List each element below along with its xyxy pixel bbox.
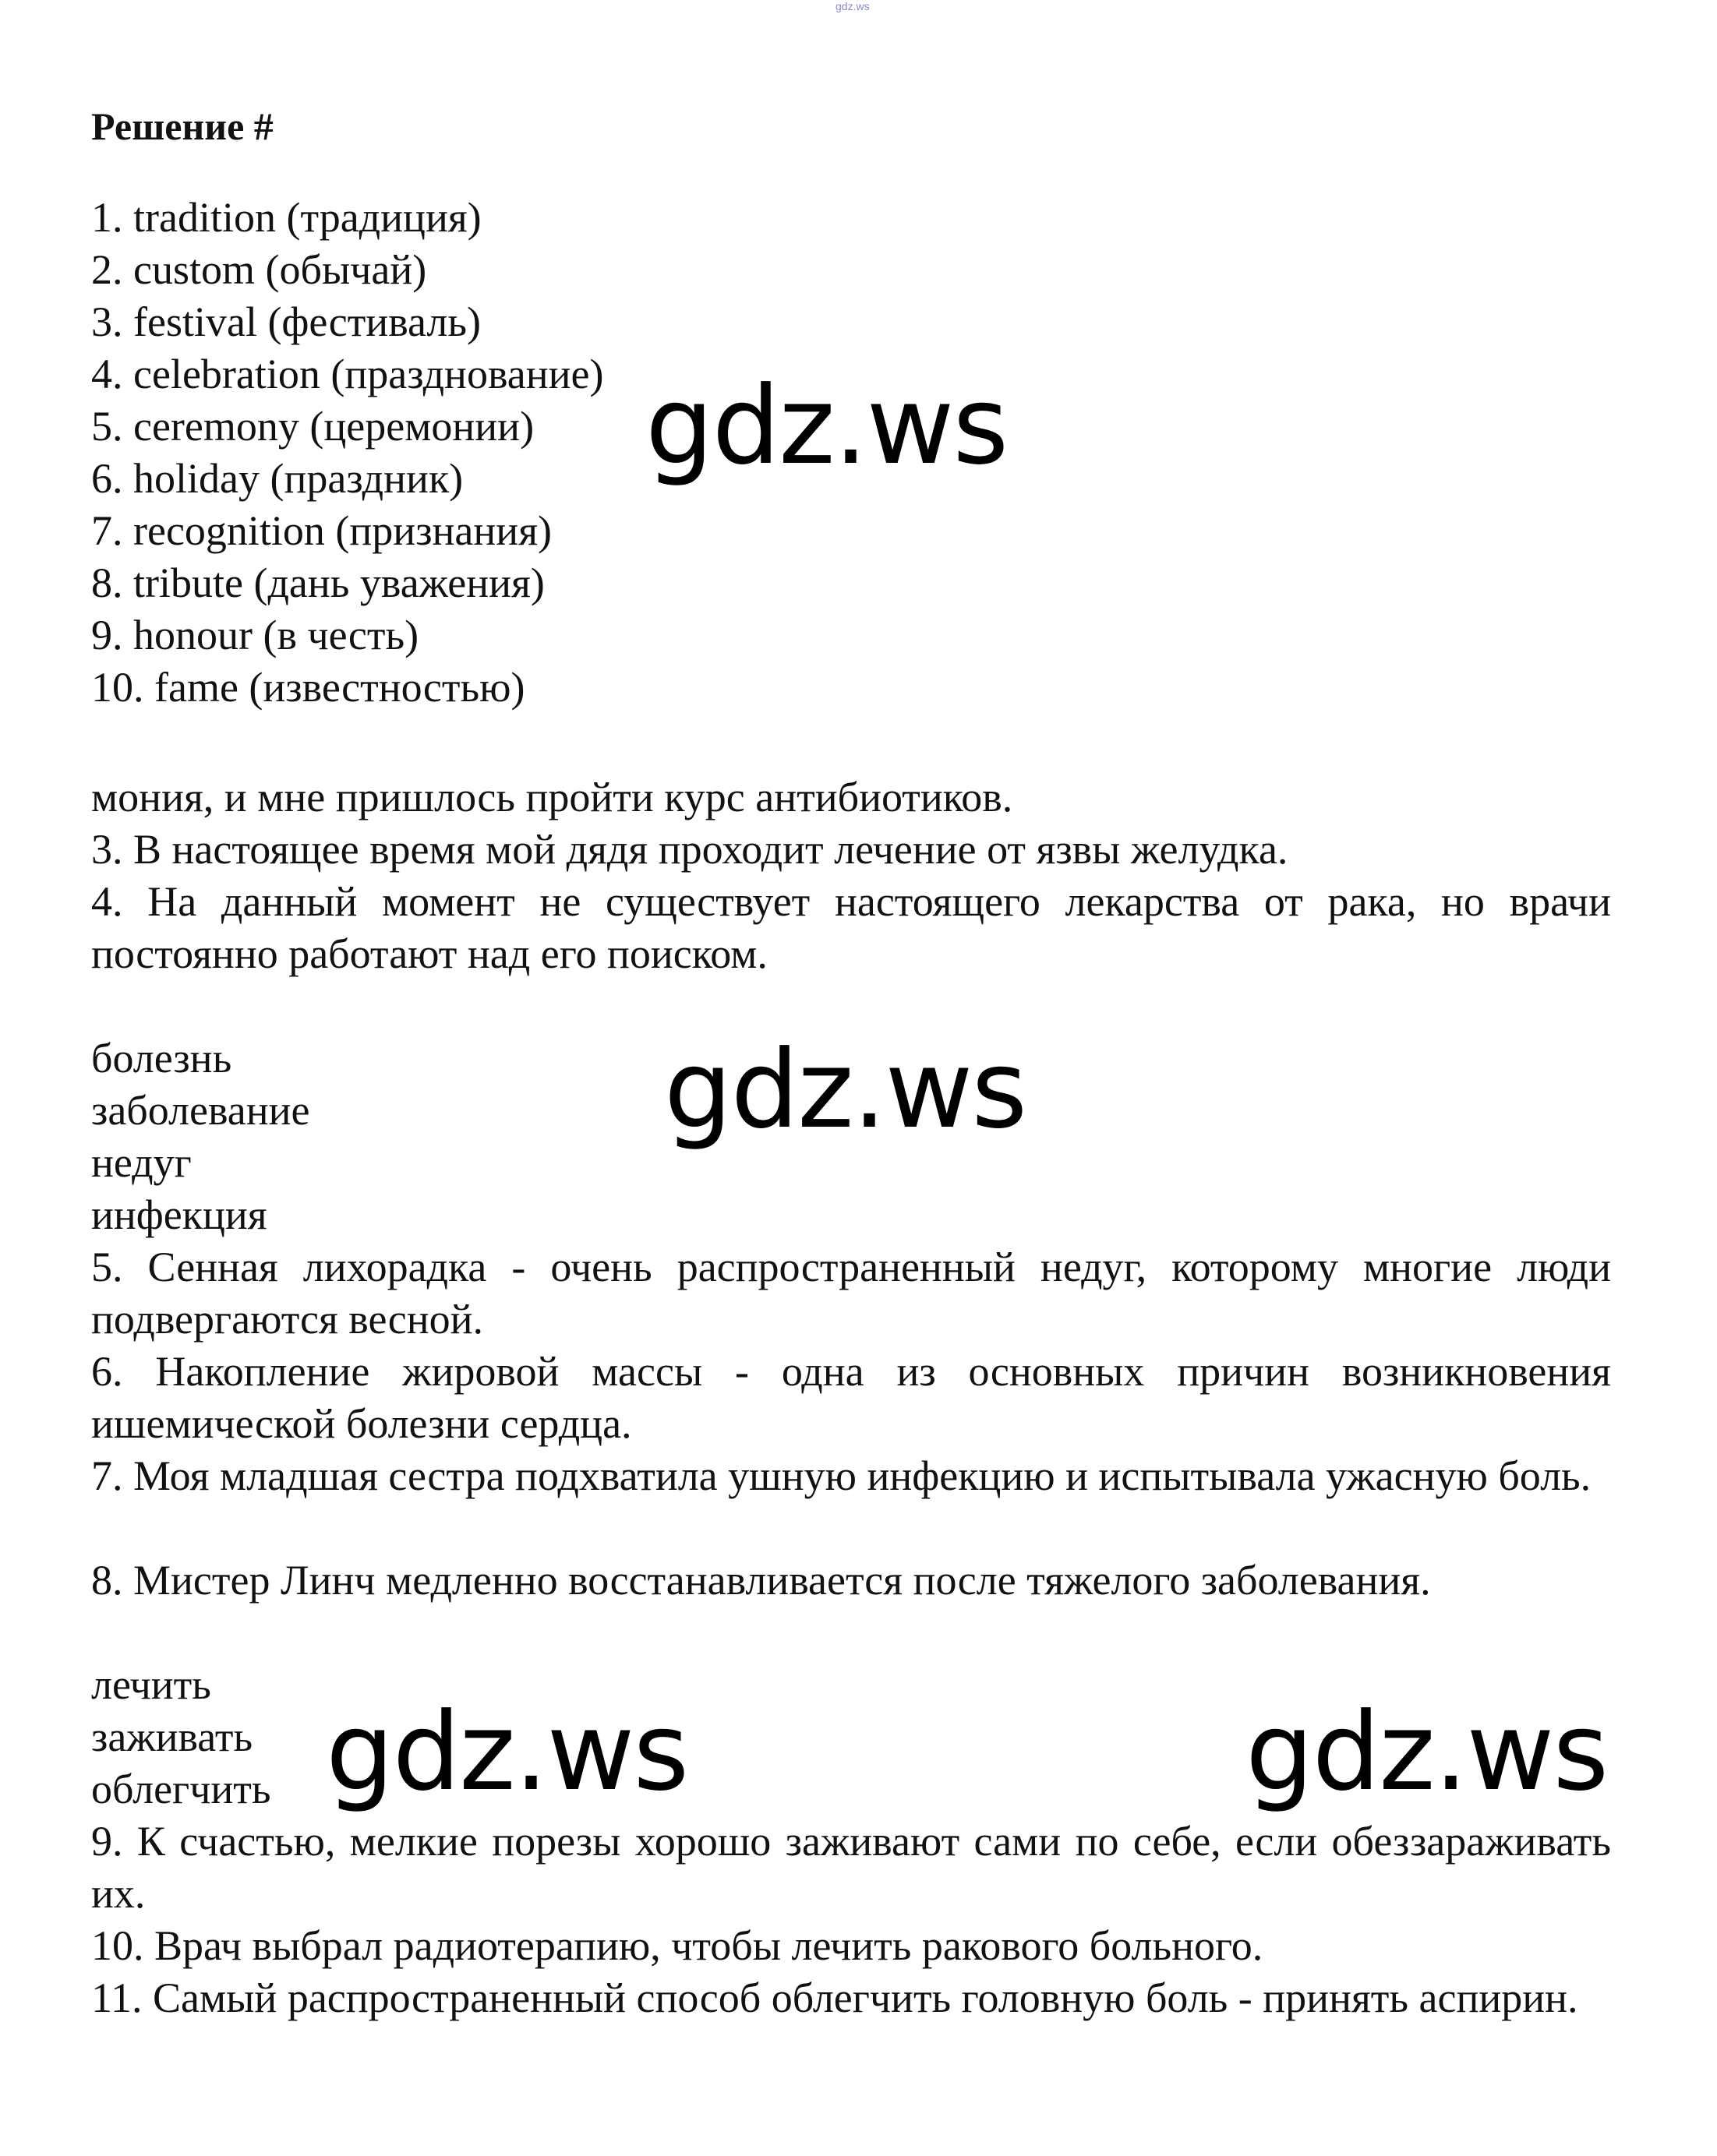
top-watermark: gdz.ws [836, 0, 870, 12]
list-item: 6. holiday (праздник) [91, 455, 464, 502]
vocab-word: болезнь [91, 1035, 232, 1082]
vocab-word: недуг [91, 1139, 192, 1186]
list-item: 3. festival (фестиваль) [91, 298, 481, 345]
sentence-11: 11. Самый распространенный способ облегчить головную боль - принять аспирин. [91, 1974, 1578, 2021]
list-item: 8. tribute (дань уважения) [91, 559, 545, 606]
vocab-word: облегчить [91, 1766, 271, 1812]
watermark-text: gdz.ws [664, 1027, 1026, 1152]
sentence-7: 7. Моя младшая сестра подхватила ушную инфекцию и испытывала ужасную боль. [91, 1452, 1592, 1499]
list-item: 7. recognition (признания) [91, 507, 553, 554]
list-item: 10. fame (известностью) [91, 664, 525, 711]
list-item: 4. celebration (празднование) [91, 351, 604, 397]
watermark-text: gdz.ws [645, 363, 1008, 489]
sentence-8: 8. Мистер Линч медленно восстанавливается после тяжелого заболевания. [91, 1557, 1431, 1604]
page-title: Решение # [91, 104, 274, 148]
sentence-10: 10. Врач выбрал радиотерапию, чтобы лечить ракового больного. [91, 1922, 1263, 1969]
list-item: 2. custom (обычай) [91, 246, 427, 293]
list-item: 1. tradition (традиция) [91, 194, 482, 241]
list-item: 5. ceremony (церемонии) [91, 403, 535, 450]
watermark-text: gdz.ws [1245, 1689, 1608, 1815]
list-item: 9. honour (в честь) [91, 612, 419, 658]
vocab-word: заболевание [91, 1087, 310, 1134]
vocab-word: лечить [91, 1661, 211, 1708]
sentence-6: 6. Накопление жировой массы - одна из основных причин возникновения ишемической болезни сердца. [91, 1348, 1611, 1447]
sentence-4: 4. На данный момент не существует настоящего лекарства от рака, но врачи постоянно работают над его поиском. [91, 878, 1611, 977]
watermark-text: gdz.ws [326, 1689, 688, 1815]
sentence-9: 9. К счастью, мелкие порезы хорошо заживают сами по себе, если обеззараживать их. [91, 1818, 1611, 1917]
vocab-word: заживать [91, 1713, 253, 1760]
sentence-fragment: мония, и мне пришлось пройти курс антибиотиков. [91, 774, 1013, 820]
vocab-word: инфекция [91, 1191, 267, 1238]
sentence-3: 3. В настоящее время мой дядя проходит лечение от язвы желудка. [91, 826, 1288, 873]
sentence-5: 5. Сенная лихорадка - очень распространенный недуг, которому многие люди подвергаются весной. [91, 1244, 1611, 1343]
